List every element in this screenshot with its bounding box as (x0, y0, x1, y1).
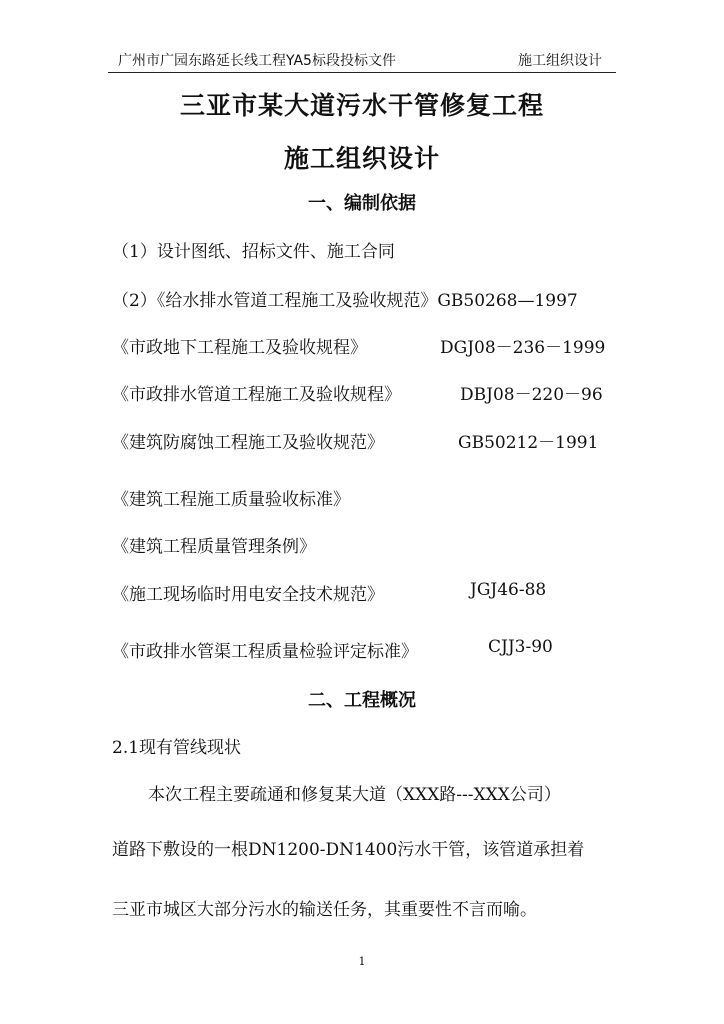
paragraph-line: 三亚市城区大部分污水的输送任务，其重要性不言而喻。 (112, 900, 537, 920)
basis-item (112, 380, 612, 405)
basis-item (112, 286, 578, 311)
document-title: 三亚市某大道污水干管修复工程 (179, 91, 544, 120)
basis-item (112, 532, 316, 557)
page-header (108, 52, 616, 73)
section-heading-overview: 二、工程概况 (308, 690, 416, 711)
basis-item-code: DGJ08－236－1999 (440, 338, 606, 358)
document-subtitle: 施工组织设计 (283, 144, 440, 173)
basis-item (112, 637, 612, 662)
basis-item (112, 333, 612, 358)
header-section-name: 施工组织设计 (518, 53, 602, 69)
paragraph-line: 道路下敷设的一根DN1200-DN1400污水干管，该管道承担着 (112, 840, 585, 860)
basis-item-text: 《市政排水管渠工程质量检验评定标准》 (112, 642, 418, 662)
basis-item-code: DBJ08－220－96 (460, 385, 603, 405)
basis-item-text: （1）设计图纸、招标文件、施工合同 (112, 242, 395, 262)
basis-item-text: 《市政排水管道工程施工及验收规程》 (112, 385, 401, 405)
subsection-heading: 2.1现有管线现状 (112, 738, 242, 758)
basis-item-text: 《建筑工程质量管理条例》 (112, 537, 316, 557)
basis-item-text: （2）《给水排水管道工程施工及验收规范》GB50268—1997 (112, 291, 578, 311)
basis-item-text: 《建筑工程施工质量验收标准》 (112, 490, 350, 510)
basis-item (112, 428, 612, 453)
basis-item (112, 580, 612, 605)
basis-item-text: 《建筑防腐蚀工程施工及验收规范》 (112, 433, 384, 453)
basis-item-code: CJJ3-90 (488, 637, 553, 657)
basis-item-code: GB50212－1991 (458, 433, 599, 453)
section-heading-basis: 一、编制依据 (308, 193, 416, 214)
paragraph-line: 本次工程主要疏通和修复某大道（XXX路---XXX公司） (148, 785, 561, 805)
basis-item (112, 237, 395, 262)
basis-item-text: 《市政地下工程施工及验收规程》 (112, 338, 367, 358)
basis-item-text: 《施工现场临时用电安全技术规范》 (112, 585, 384, 605)
basis-item-code: JGJ46-88 (470, 580, 547, 600)
page-number: 1 (358, 955, 366, 968)
header-document-name: 广州市广园东路延长线工程YA5标段投标文件 (118, 53, 396, 69)
basis-item (112, 485, 350, 510)
